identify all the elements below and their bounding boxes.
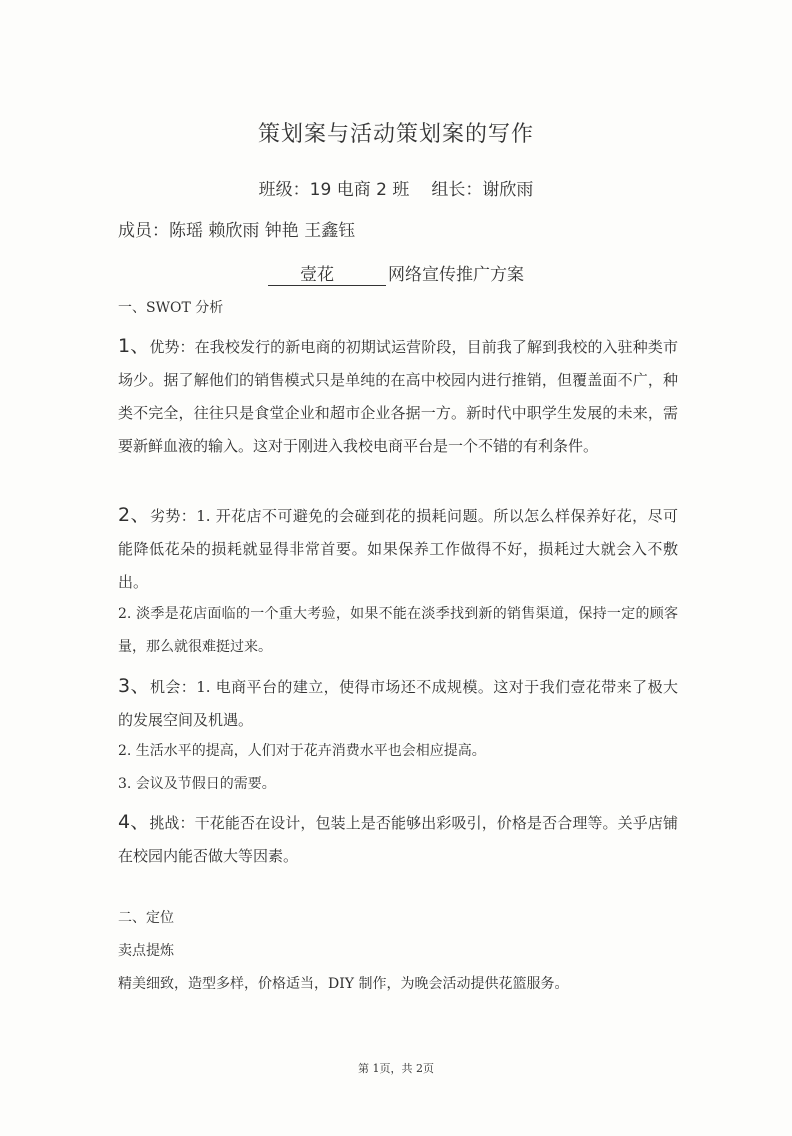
members-line: 成员：陈瑶 赖欣雨 钟艳 王鑫钰	[118, 221, 356, 241]
class-leader-line	[0, 175, 792, 200]
opportunity-text: 机会：1. 电商平台的建立，使得市场还不成规模。这对于我们壹花带来了极大的发展空间及机遇。	[118, 678, 678, 729]
strength-text: 优势：在我校发行的新电商的初期试运营阶段，目前我了解到我校的入驻种类市场少。据了解他们的销售模式只是单纯的在高中校园内进行推销，但覆盖面不广，种类不完全，往往只是食堂企业和超市企业各据一方。新时代中职学生发展的未来，需要新鲜血液的输入。这对于刚进入我校电商平台是一个不错的有利条件。	[118, 338, 678, 455]
weakness-paragraph	[118, 499, 678, 599]
opportunity-paragraph	[118, 670, 678, 737]
strength-number: 1、	[118, 335, 150, 357]
threat-text: 挑战：干花能否在设计，包装上是否能够出彩吸引，价格是否合理等。关乎店铺在校园内能否做大等因素。	[118, 814, 678, 865]
section1-heading: 一、SWOT 分析	[118, 300, 224, 316]
threat-paragraph	[118, 806, 678, 873]
plan-title	[0, 260, 792, 286]
plan-name-underline	[268, 260, 386, 286]
strength-paragraph	[118, 330, 678, 463]
weakness-text: 劣势：1. 开花店不可避免的会碰到花的损耗问题。所以怎么样保养好花，尽可能降低花朵的损耗就显得非常首要。如果保养工作做得不好，损耗过大就会入不敷出。	[118, 507, 678, 591]
leader-label: 组长：谢欣雨	[431, 180, 534, 200]
weakness-number: 2、	[118, 504, 150, 526]
selling-point-heading: 卖点提炼	[118, 943, 174, 959]
class-label: 班级：19 电商 2 班	[258, 180, 410, 200]
page-footer: 第 1页，共 2页	[358, 1062, 434, 1075]
weakness-point-2: 2. 淡季是花店面临的一个重大考验，如果不能在淡季找到新的销售渠道，保持一定的顾客量，那么就很难挺过来。	[118, 606, 678, 655]
opportunity-point-2: 2. 生活水平的提高，人们对于花卉消费水平也会相应提高。	[118, 743, 486, 759]
threat-number: 4、	[118, 811, 150, 833]
plan-name: 壹花	[300, 265, 334, 285]
opportunity-number: 3、	[118, 675, 150, 697]
section2-heading: 二、定位	[118, 910, 174, 926]
opportunity-point-3: 3. 会议及节假日的需要。	[118, 776, 276, 792]
selling-point-text: 精美细致，造型多样，价格适当，DIY 制作，为晚会活动提供花篮服务。	[118, 976, 569, 992]
plan-suffix: 网络宣传推广方案	[388, 265, 524, 285]
document-title: 策划案与活动策划案的写作	[257, 122, 534, 147]
